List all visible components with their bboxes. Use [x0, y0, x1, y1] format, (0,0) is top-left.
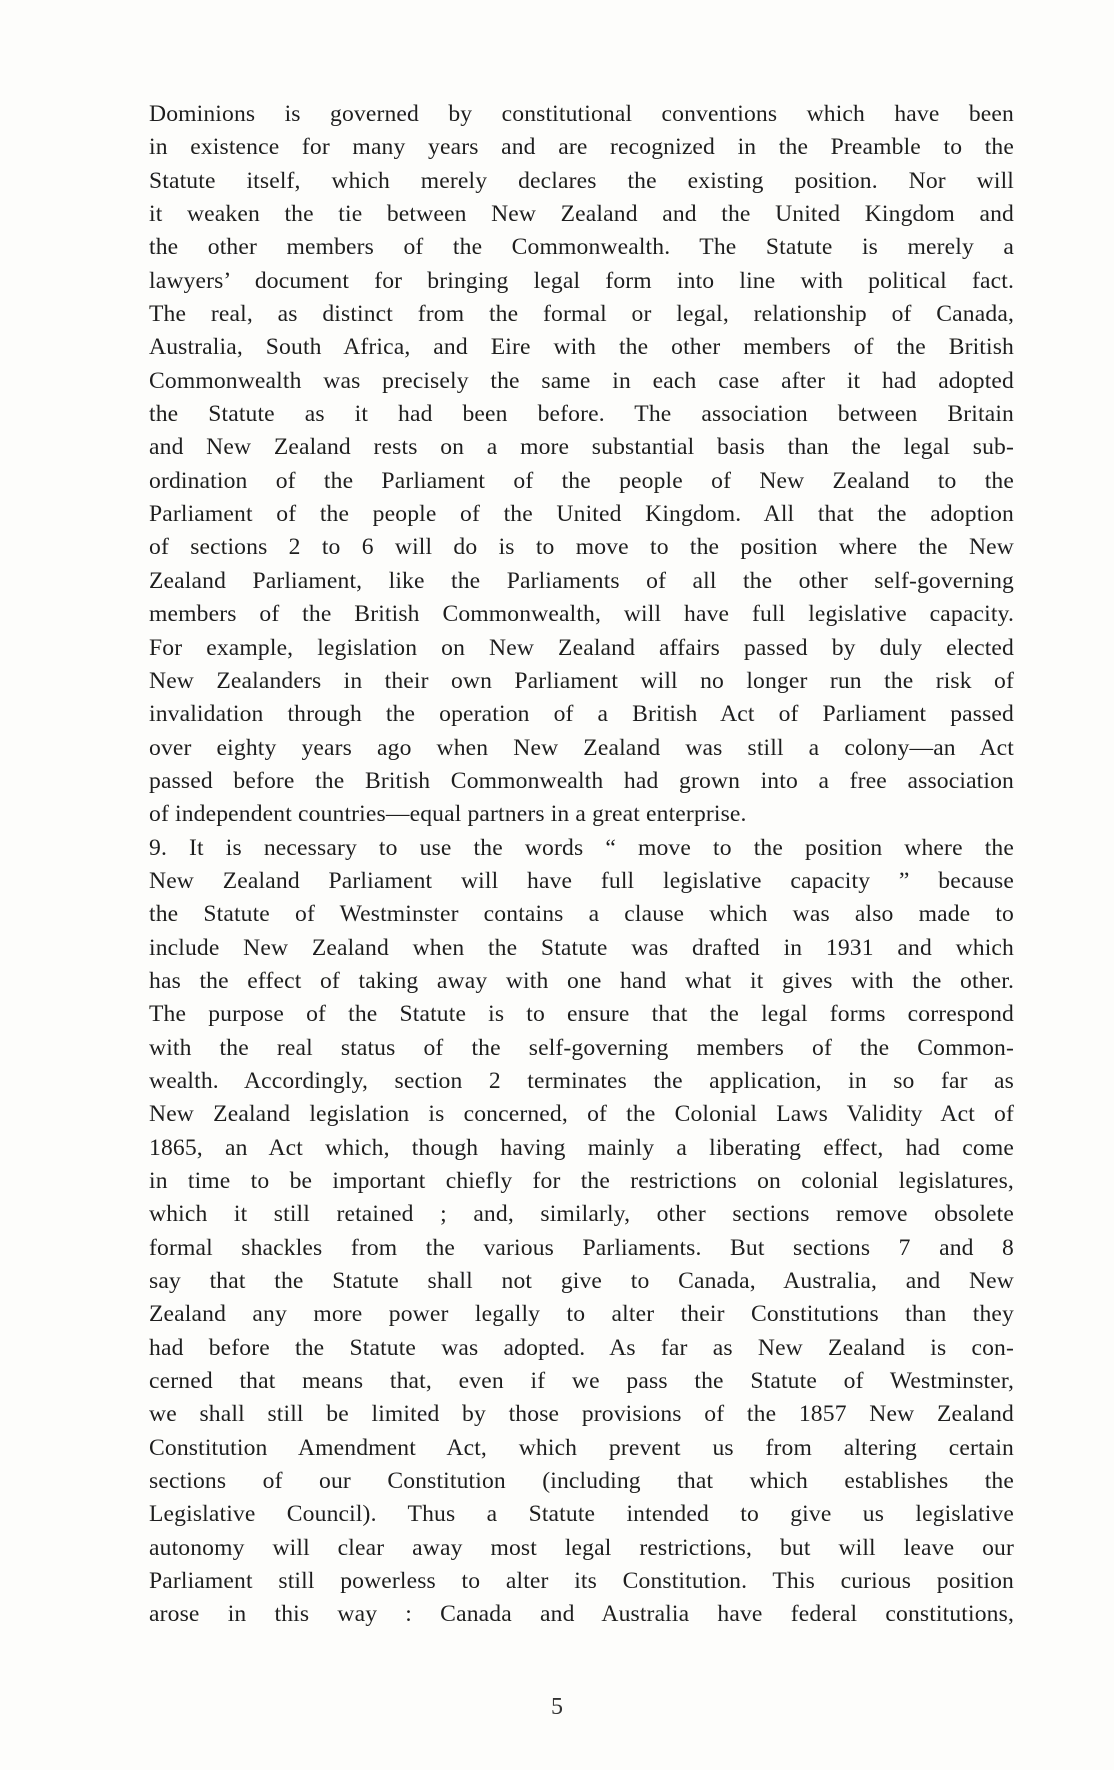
text-line: over eighty years ago when New Zealand was still a colony—an Act: [149, 734, 1014, 761]
text-line: the Statute as it had been before. The association between Britain: [149, 401, 1014, 428]
body-text: [149, 98, 1014, 1632]
text-line: Legislative Council). Thus a Statute intended to give us legislative: [149, 1501, 1014, 1528]
text-line: New Zealanders in their own Parliament will no longer run the risk of: [149, 667, 1014, 694]
page-body: [149, 98, 1014, 1632]
text-line: include New Zealand when the Statute was drafted in 1931 and which: [149, 934, 1014, 961]
text-line: Zealand any more power legally to alter their Constitutions than they: [149, 1301, 1014, 1328]
text-line: of independent countries—equal partners in a great enterprise.: [149, 801, 747, 828]
text-line: Statute itself, which merely declares the existing position. Nor will: [149, 167, 1014, 194]
text-line: 1865, an Act which, though having mainly a liberating effect, had come: [149, 1134, 1014, 1161]
text-line: cerned that means that, even if we pass the Statute of Westminster,: [149, 1368, 1014, 1395]
text-line: invalidation through the operation of a British Act of Parliament passed: [149, 701, 1014, 728]
text-line: wealth. Accordingly, section 2 terminates the application, in so far as: [149, 1067, 1014, 1094]
text-line: New Zealand legislation is concerned, of the Colonial Laws Validity Act of: [149, 1101, 1014, 1128]
text-line: passed before the British Commonwealth had grown into a free association: [149, 767, 1014, 794]
text-line: members of the British Commonwealth, will have full legislative capacity.: [149, 601, 1014, 628]
text-line: we shall still be limited by those provisions of the 1857 New Zealand: [149, 1401, 1014, 1428]
text-line: the other members of the Commonwealth. The Statute is merely a: [149, 234, 1014, 261]
text-line: ordination of the Parliament of the people of New Zealand to the: [149, 467, 1014, 494]
page-number: 5: [551, 1694, 563, 1720]
text-line: has the effect of taking away with one hand what it gives with the other.: [149, 967, 1014, 994]
text-line: Zealand Parliament, like the Parliaments of all the other self-governing: [149, 567, 1014, 594]
text-line: Commonwealth was precisely the same in each case after it had adopted: [149, 367, 1014, 394]
text-line: say that the Statute shall not give to Canada, Australia, and New: [149, 1268, 1014, 1295]
text-line: sections of our Constitution (including that which establishes the: [149, 1468, 1014, 1495]
text-line: it weaken the tie between New Zealand and the United Kingdom and: [149, 201, 1014, 228]
text-line: of sections 2 to 6 will do is to move to the position where the New: [149, 534, 1014, 561]
text-line: Constitution Amendment Act, which prevent us from altering certain: [149, 1434, 1014, 1461]
text-line: which it still retained ; and, similarly, other sections remove obsolete: [149, 1201, 1014, 1228]
text-line: Parliament of the people of the United Kingdom. All that the adoption: [149, 501, 1014, 528]
text-line: the Statute of Westminster contains a clause which was also made to: [149, 901, 1014, 928]
text-line: in time to be important chiefly for the restrictions on colonial legislatures,: [149, 1168, 1014, 1194]
paragraph-start-line: 9. It is necessary to use the words “ move to the position where the: [149, 834, 1014, 861]
text-line: Australia, South Africa, and Eire with the other members of the British: [149, 334, 1014, 361]
text-line: and New Zealand rests on a more substantial basis than the legal sub-: [149, 434, 1014, 461]
text-line: lawyers’ document for bringing legal form into line with political fact.: [149, 267, 1014, 294]
text-line: formal shackles from the various Parliaments. But sections 7 and 8: [149, 1234, 1014, 1261]
text-line: Dominions is governed by constitutional conventions which have been: [149, 101, 1014, 127]
text-line: autonomy will clear away most legal restrictions, but will leave our: [149, 1534, 1014, 1561]
text-line: arose in this way : Canada and Australia have federal constitutions,: [149, 1601, 1014, 1628]
text-line: The real, as distinct from the formal or legal, relationship of Canada,: [149, 301, 1014, 328]
text-line: Parliament still powerless to alter its Constitution. This curious position: [149, 1568, 1014, 1595]
text-line: New Zealand Parliament will have full legislative capacity ” because: [149, 867, 1014, 894]
text-line: in existence for many years and are recognized in the Preamble to the: [149, 134, 1014, 161]
text-line: had before the Statute was adopted. As far as New Zealand is con-: [149, 1334, 1014, 1361]
text-line: The purpose of the Statute is to ensure that the legal forms correspond: [149, 1001, 1014, 1028]
text-line: For example, legislation on New Zealand affairs passed by duly elected: [149, 634, 1014, 661]
text-line: with the real status of the self-governing members of the Common-: [149, 1034, 1014, 1061]
